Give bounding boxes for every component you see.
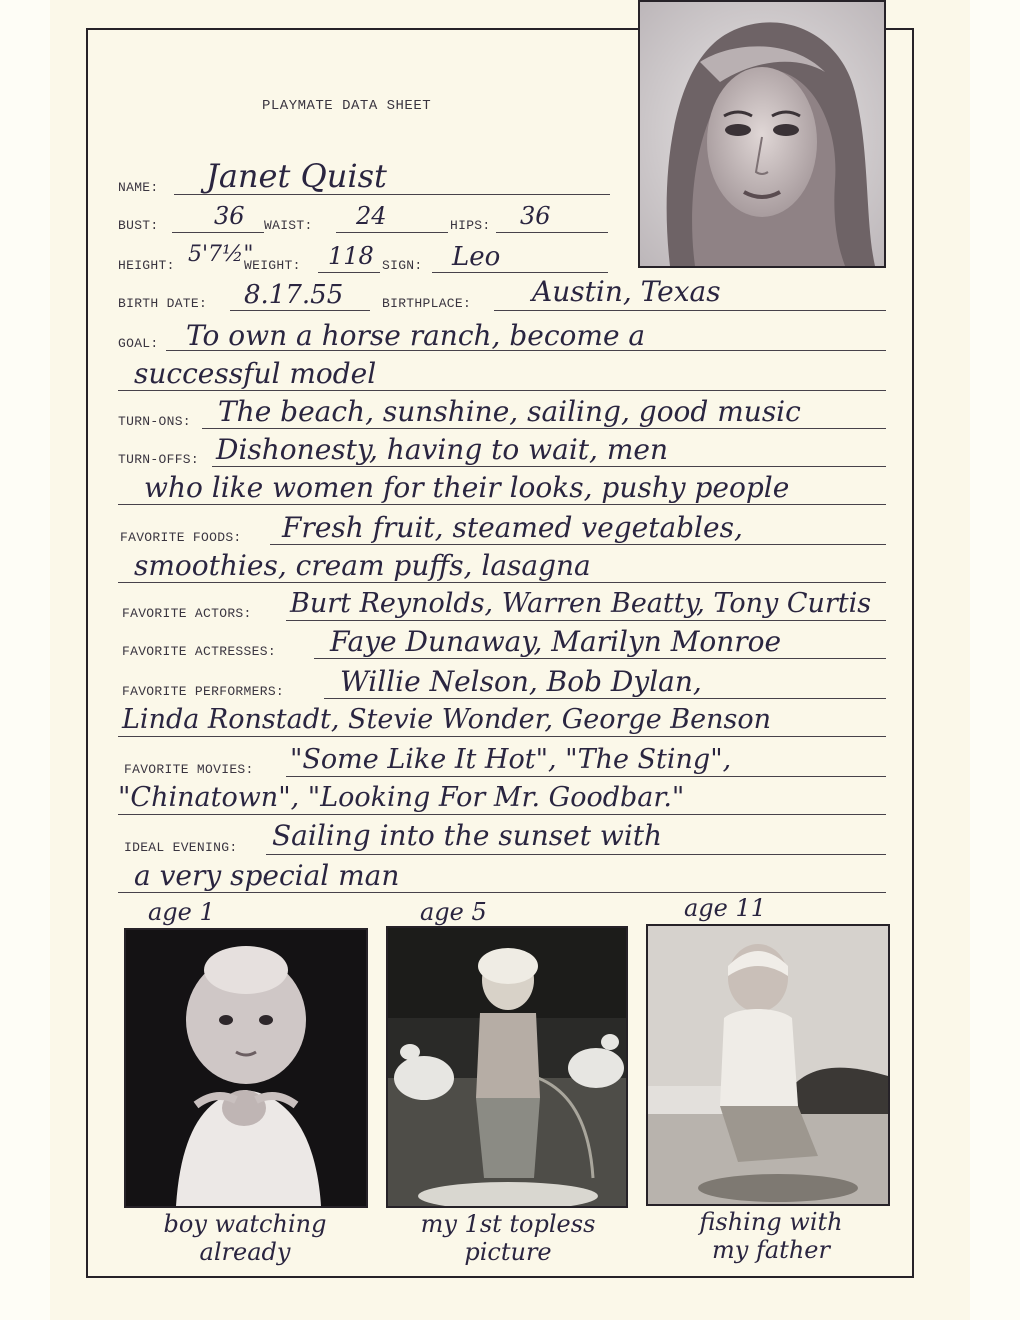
value-favorite-actors: Burt Reynolds, Warren Beatty, Tony Curtis [290, 588, 872, 619]
value-bust: 36 [214, 202, 245, 230]
rule-goal-1 [166, 350, 886, 351]
photo-age-label-2: age 5 [420, 898, 487, 926]
label-weight: WEIGHT: [244, 258, 301, 273]
photo-caption-1-line-1: boy watching [163, 1210, 327, 1238]
value-favorite-performers-line-2: Linda Ronstadt, Stevie Wonder, George Benson [122, 704, 771, 735]
rule-favorite-actors [286, 620, 886, 621]
value-turn-offs-line-2: who like women for their looks, pushy people [144, 471, 790, 504]
label-hips: HIPS: [450, 218, 491, 233]
sheet-title: PLAYMATE DATA SHEET [262, 98, 432, 114]
label-birth-date: BIRTH DATE: [118, 296, 208, 311]
photo-caption-2-line-2: picture [464, 1238, 552, 1266]
value-favorite-movies-line-1: "Some Like It Hot", "The Sting", [290, 744, 732, 775]
rule-favorite-foods-1 [270, 544, 886, 545]
rule-waist [336, 232, 448, 233]
value-weight: 118 [328, 242, 374, 270]
photo-age-label-3: age 11 [684, 894, 767, 922]
value-goal-line-1: To own a horse ranch, become a [186, 319, 646, 352]
rule-favorite-performers-2 [118, 736, 886, 737]
value-favorite-performers-line-1: Willie Nelson, Bob Dylan, [340, 665, 702, 698]
photo-caption-1 [120, 1210, 370, 1266]
rule-ideal-evening-2 [118, 892, 886, 893]
label-sign: SIGN: [382, 258, 423, 273]
label-favorite-movies: FAVORITE MOVIES: [124, 762, 254, 777]
rule-ideal-evening-1 [266, 854, 886, 855]
photo-caption-3-line-1: fishing with [699, 1208, 843, 1236]
portrait-photo [638, 0, 886, 268]
childhood-photo-age-1 [124, 928, 368, 1208]
rule-bust [172, 232, 264, 233]
label-bust: BUST: [118, 218, 159, 233]
value-height: 5'7½" [188, 242, 254, 267]
value-ideal-evening-line-2: a very special man [134, 859, 400, 892]
childhood-photo-age-11 [646, 924, 890, 1206]
label-turn-ons: TURN-ONS: [118, 414, 191, 429]
value-name: Janet Quist [206, 157, 387, 195]
label-favorite-foods: FAVORITE FOODS: [120, 530, 242, 545]
photo-caption-3 [646, 1208, 896, 1264]
value-birth-date: 8.17.55 [244, 280, 344, 310]
rule-birth-date [230, 310, 370, 311]
rule-sign [432, 272, 608, 273]
value-favorite-foods-line-1: Fresh fruit, steamed vegetables, [282, 511, 743, 544]
value-favorite-foods-line-2: smoothies, cream puffs, lasagna [134, 549, 591, 582]
rule-weight [318, 272, 380, 273]
label-waist: WAIST: [264, 218, 313, 233]
rule-turn-ons [202, 428, 886, 429]
label-birthplace: BIRTHPLACE: [382, 296, 472, 311]
rule-goal-2 [118, 390, 886, 391]
childhood-photo-age-5 [386, 926, 628, 1208]
label-turn-offs: TURN-OFFS: [118, 452, 200, 467]
label-goal: GOAL: [118, 336, 159, 351]
value-turn-ons: The beach, sunshine, sailing, good music [218, 395, 801, 428]
rule-favorite-performers-1 [324, 698, 886, 699]
value-turn-offs-line-1: Dishonesty, having to wait, men [216, 433, 668, 466]
rule-name [174, 194, 610, 195]
photo-age-label-1: age 1 [148, 898, 215, 926]
value-ideal-evening-line-1: Sailing into the sunset with [272, 819, 663, 852]
value-sign: Leo [452, 242, 501, 272]
rule-birthplace [494, 310, 886, 311]
photo-caption-2-line-1: my 1st topless [420, 1210, 596, 1238]
label-height: HEIGHT: [118, 258, 175, 273]
label-favorite-performers: FAVORITE PERFORMERS: [122, 684, 285, 699]
label-favorite-actresses: FAVORITE ACTRESSES: [122, 644, 276, 659]
photo-caption-1-line-2: already [199, 1238, 291, 1266]
value-favorite-movies-line-2: "Chinatown", "Looking For Mr. Goodbar." [118, 782, 685, 813]
rule-favorite-movies-2 [118, 814, 886, 815]
value-birthplace: Austin, Texas [532, 275, 721, 308]
rule-turn-offs-1 [212, 466, 886, 467]
value-waist: 24 [356, 202, 387, 230]
label-favorite-actors: FAVORITE ACTORS: [122, 606, 252, 621]
rule-favorite-actresses [314, 658, 886, 659]
photo-caption-2 [380, 1210, 636, 1266]
rule-hips [496, 232, 608, 233]
rule-turn-offs-2 [118, 504, 886, 505]
label-name: NAME: [118, 180, 159, 195]
rule-favorite-foods-2 [118, 582, 886, 583]
rule-favorite-movies-1 [286, 776, 886, 777]
value-goal-line-2: successful model [134, 357, 377, 390]
photo-caption-3-line-2: my father [712, 1236, 830, 1264]
value-hips: 36 [520, 202, 551, 230]
label-ideal-evening: IDEAL EVENING: [124, 840, 238, 855]
value-favorite-actresses: Faye Dunaway, Marilyn Monroe [330, 625, 782, 658]
